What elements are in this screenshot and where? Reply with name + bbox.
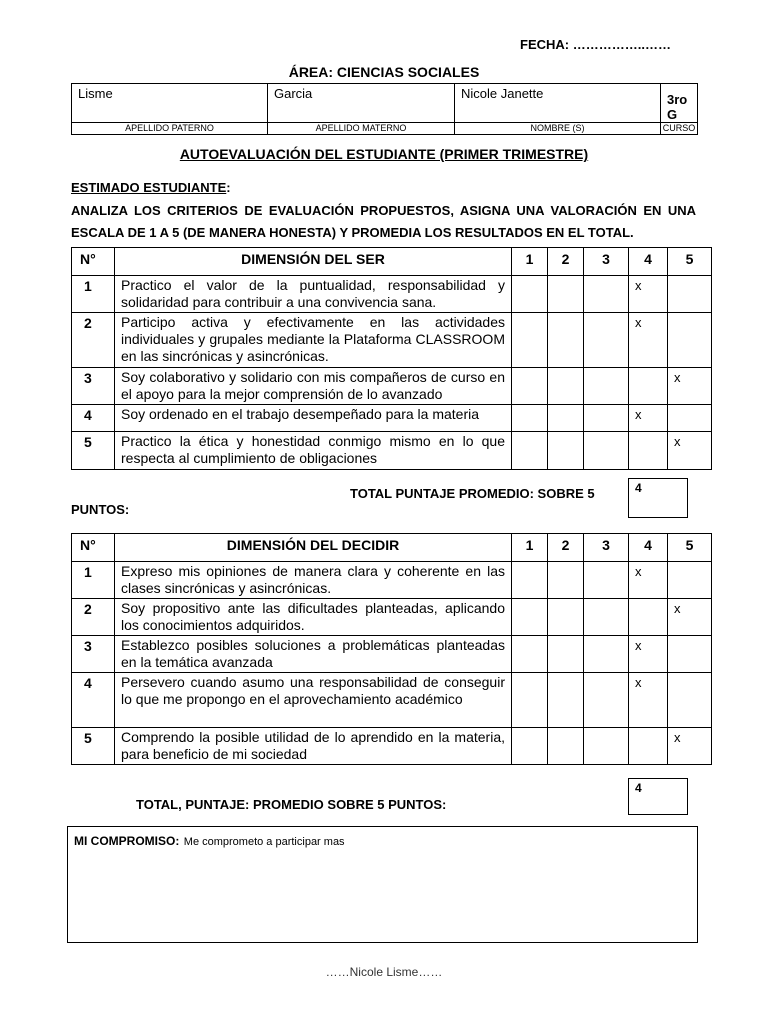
ser-total-box: 4	[628, 478, 688, 518]
decidir-row	[72, 599, 712, 636]
ser-row-score-3-cell[interactable]	[584, 368, 629, 405]
ser-row-number: 3	[72, 368, 115, 405]
decidir-row-score-3-cell[interactable]	[584, 599, 629, 636]
ser-row-score-5-cell[interactable]	[668, 276, 712, 313]
decidir-row	[72, 636, 712, 673]
apellido-paterno-caption: APELLIDO PATERNO	[72, 123, 268, 135]
ser-row-score-3-cell[interactable]	[584, 276, 629, 313]
curso-caption: CURSO	[661, 123, 698, 135]
ser-row-score-3-cell[interactable]	[584, 313, 629, 368]
selected-mark: x	[635, 278, 642, 293]
ser-row-score-3-cell[interactable]	[584, 405, 629, 432]
date-label: FECHA: ……………..……	[520, 37, 671, 52]
decidir-scale-4: 4	[629, 534, 668, 562]
ser-total-label: TOTAL PUNTAJE PROMEDIO: SOBRE 5	[350, 486, 595, 501]
ser-row-number: 2	[72, 313, 115, 368]
decidir-row-criterion: Soy propositivo ante las dificultades planteadas, aplicando los conocimientos adquiridos.	[115, 599, 512, 636]
compromiso-box	[67, 826, 698, 943]
ser-row-score-5-cell[interactable]	[668, 432, 712, 470]
signature-line: ……Nicole Lisme……	[325, 965, 443, 979]
student-info-table	[71, 83, 698, 135]
decidir-row-number: 1	[72, 562, 115, 599]
area-value: : CIENCIAS SOCIALES	[328, 64, 480, 80]
ser-row-number: 1	[72, 276, 115, 313]
ser-scale-2: 2	[548, 248, 584, 276]
area-label: ÁREA	[288, 64, 329, 80]
ser-row-score-1-cell[interactable]	[512, 405, 548, 432]
ser-row-score-2-cell[interactable]	[548, 368, 584, 405]
decidir-row-score-2-cell[interactable]	[548, 562, 584, 599]
decidir-scale-5: 5	[668, 534, 712, 562]
decidir-row-score-5-cell[interactable]	[668, 636, 712, 673]
decidir-row-score-2-cell[interactable]	[548, 599, 584, 636]
apellido-materno-value: Garcia	[268, 84, 455, 123]
ser-row-score-4-cell[interactable]	[629, 276, 668, 313]
compromiso-text: Me comprometo a participar mas	[183, 836, 345, 848]
ser-scale-4: 4	[629, 248, 668, 276]
nombre-value: Nicole Janette	[455, 84, 661, 123]
ser-row-score-1-cell[interactable]	[512, 276, 548, 313]
decidir-row-score-5-cell[interactable]	[668, 728, 712, 765]
curso-value: 3ro G	[661, 84, 698, 123]
decidir-row-number: 2	[72, 599, 115, 636]
ser-row-criterion: Practico la ética y honestidad conmigo mismo en lo que respecta al cumplimiento de obligaciones	[115, 432, 512, 470]
selected-mark: x	[674, 370, 681, 385]
decidir-row-score-3-cell[interactable]	[584, 562, 629, 599]
decidir-scale-2: 2	[548, 534, 584, 562]
decidir-row-score-5-cell[interactable]	[668, 673, 712, 728]
ser-scale-5: 5	[668, 248, 712, 276]
ser-total-label-cont: PUNTOS:	[71, 502, 130, 517]
decidir-table	[71, 533, 712, 765]
selected-mark: x	[635, 407, 642, 422]
ser-row-score-4-cell[interactable]	[629, 368, 668, 405]
decidir-row-criterion: Establezco posibles soluciones a problemáticas planteadas en la temática avanzada	[115, 636, 512, 673]
decidir-row-score-5-cell[interactable]	[668, 599, 712, 636]
ser-row	[72, 368, 712, 405]
apellido-materno-caption: APELLIDO MATERNO	[268, 123, 455, 135]
ser-row-criterion: Soy ordenado en el trabajo desempeñado para la materia	[115, 405, 512, 432]
ser-row-number: 4	[72, 405, 115, 432]
decidir-row	[72, 673, 712, 728]
decidir-row-score-3-cell[interactable]	[584, 728, 629, 765]
decidir-row-score-5-cell[interactable]	[668, 562, 712, 599]
decidir-row-score-1-cell[interactable]	[512, 673, 548, 728]
nombre-caption: NOMBRE (S)	[455, 123, 661, 135]
ser-row-score-4-cell[interactable]	[629, 432, 668, 470]
decidir-row-number: 5	[72, 728, 115, 765]
ser-row-score-5-cell[interactable]	[668, 368, 712, 405]
decidir-scale-1: 1	[512, 534, 548, 562]
decidir-row-score-1-cell[interactable]	[512, 636, 548, 673]
selected-mark: x	[635, 638, 642, 653]
salutation	[71, 180, 231, 195]
decidir-row-number: 3	[72, 636, 115, 673]
ser-num-header: N°	[72, 248, 115, 276]
decidir-row-criterion: Expreso mis opiniones de manera clara y coherente en las clases sincrónicas y asincrónicas.	[115, 562, 512, 599]
ser-row	[72, 405, 712, 432]
ser-row-criterion: Participo activa y efectivamente en las actividades individuales y grupales mediante la Plataforma CLASSROOM en las sincrónicas y asincrónicas.	[115, 313, 512, 368]
ser-row-score-5-cell[interactable]	[668, 405, 712, 432]
ser-row-score-1-cell[interactable]	[512, 368, 548, 405]
decidir-row-criterion: Persevero cuando asumo una responsabilidad de conseguir lo que me propongo en el aprovechamiento académico	[115, 673, 512, 728]
decidir-row-score-2-cell[interactable]	[548, 673, 584, 728]
ser-row-score-1-cell[interactable]	[512, 313, 548, 368]
decidir-scale-3: 3	[584, 534, 629, 562]
decidir-row-score-3-cell[interactable]	[584, 673, 629, 728]
ser-row-score-2-cell[interactable]	[548, 276, 584, 313]
ser-row-score-1-cell[interactable]	[512, 432, 548, 470]
salutation-text: ESTIMADO ESTUDIANTE	[71, 180, 227, 195]
ser-scale-3: 3	[584, 248, 629, 276]
ser-row	[72, 313, 712, 368]
ser-row-score-4-cell[interactable]	[629, 405, 668, 432]
decidir-total-label: TOTAL, PUNTAJE: PROMEDIO SOBRE 5 PUNTOS:	[136, 797, 447, 812]
decidir-row-score-4-cell[interactable]	[629, 636, 668, 673]
selected-mark: x	[674, 434, 681, 449]
decidir-row-criterion: Comprendo la posible utilidad de lo aprendido en la materia, para beneficio de mi sociedad	[115, 728, 512, 765]
decidir-row-score-4-cell[interactable]	[629, 728, 668, 765]
decidir-row-score-4-cell[interactable]	[629, 599, 668, 636]
decidir-title-header: DIMENSIÓN DEL DECIDIR	[115, 534, 512, 562]
instructions-line-1: ANALIZA LOS CRITERIOS DE EVALUACIÓN PROPUESTOS, ASIGNA UNA VALORACIÓN EN UNA	[71, 203, 696, 218]
selected-mark: x	[635, 315, 642, 330]
decidir-row-score-1-cell[interactable]	[512, 599, 548, 636]
area-heading	[0, 64, 768, 80]
decidir-total-box: 4	[628, 778, 688, 815]
selected-mark: x	[635, 675, 642, 690]
ser-row-criterion: Practico el valor de la puntualidad, responsabilidad y solidaridad para contribuir a una convivencia sana.	[115, 276, 512, 313]
ser-title-header: DIMENSIÓN DEL SER	[115, 248, 512, 276]
decidir-row-score-2-cell[interactable]	[548, 728, 584, 765]
decidir-row-score-4-cell[interactable]	[629, 562, 668, 599]
ser-table	[71, 247, 712, 470]
ser-row-score-5-cell[interactable]	[668, 313, 712, 368]
decidir-row	[72, 562, 712, 599]
salutation-colon: :	[226, 180, 231, 195]
ser-row-score-2-cell[interactable]	[548, 313, 584, 368]
ser-row-number: 5	[72, 432, 115, 470]
decidir-row-score-2-cell[interactable]	[548, 636, 584, 673]
decidir-row-score-1-cell[interactable]	[512, 728, 548, 765]
decidir-num-header: N°	[72, 534, 115, 562]
ser-row-score-4-cell[interactable]	[629, 313, 668, 368]
apellido-paterno-value: Lisme	[72, 84, 268, 123]
decidir-row-score-4-cell[interactable]	[629, 673, 668, 728]
decidir-row	[72, 728, 712, 765]
ser-scale-1: 1	[512, 248, 548, 276]
ser-row-score-2-cell[interactable]	[548, 432, 584, 470]
decidir-row-number: 4	[72, 673, 115, 728]
ser-row	[72, 276, 712, 313]
instructions-line-2: ESCALA DE 1 A 5 (DE MANERA HONESTA) Y PROMEDIA LOS RESULTADOS EN EL TOTAL.	[71, 225, 634, 240]
ser-row-score-3-cell[interactable]	[584, 432, 629, 470]
page-title: AUTOEVALUACIÓN DEL ESTUDIANTE (PRIMER TRIMESTRE)	[179, 146, 589, 162]
selected-mark: x	[674, 601, 681, 616]
selected-mark: x	[674, 730, 681, 745]
decidir-row-score-1-cell[interactable]	[512, 562, 548, 599]
ser-row	[72, 432, 712, 470]
selected-mark: x	[635, 564, 642, 579]
ser-row-criterion: Soy colaborativo y solidario con mis compañeros de curso en el apoyo para la mejor comprensión de lo avanzado	[115, 368, 512, 405]
ser-row-score-2-cell[interactable]	[548, 405, 584, 432]
compromiso-label: MI COMPROMISO:	[74, 834, 180, 848]
decidir-row-score-3-cell[interactable]	[584, 636, 629, 673]
